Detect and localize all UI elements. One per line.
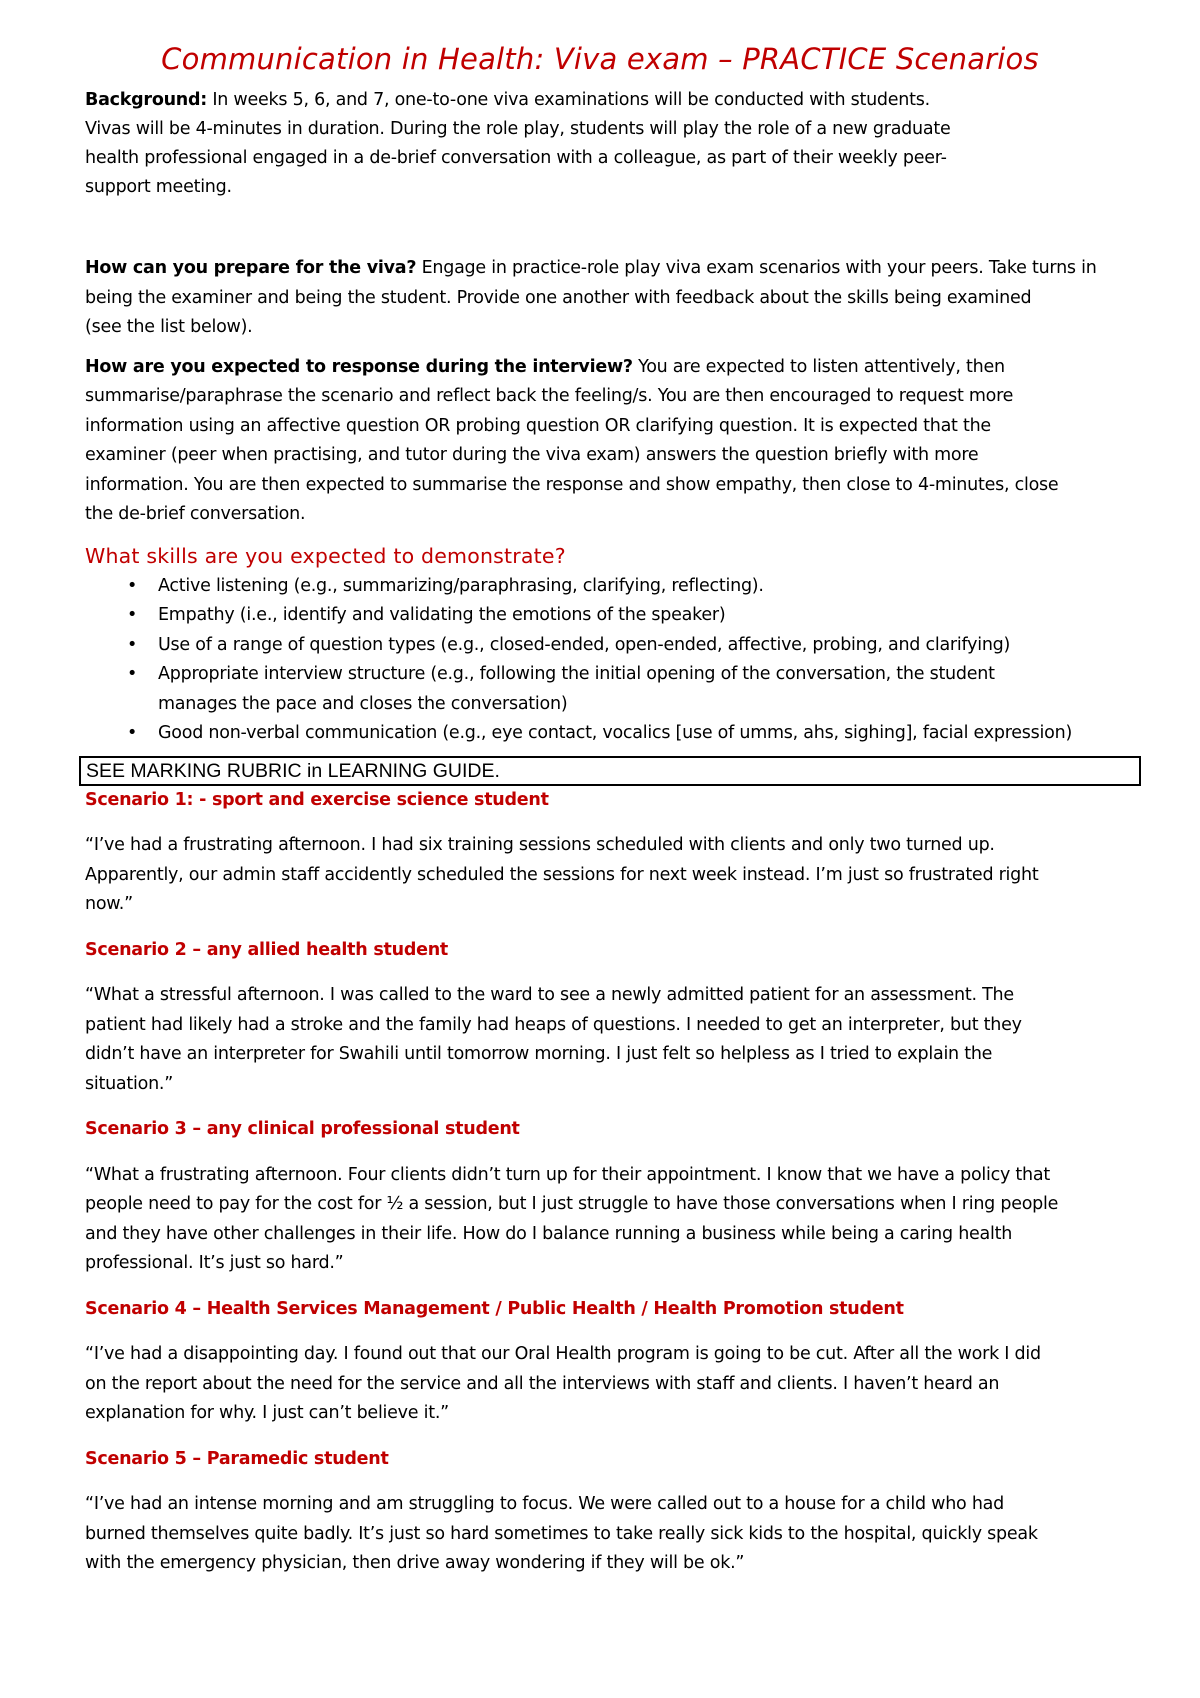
expected-line: information. You are then expected to summarise the response and show empathy, then close to 4-minutes, close [85,474,1059,495]
scenario-quote: “I’ve had a disappointing day. I found out that our Oral Health program is going to be cut. After all the work I did on the report about the need for the service and all the interviews with staff and clients. I haven’t heard an explanation for why. I just can’t believe it.” [85,1344,1041,1423]
scenario-heading: Scenario 5 – Paramedic student [85,1448,389,1469]
expected-question: How are you expected to response during the interview? [85,356,633,377]
bullet-icon: • [127,575,138,596]
scenario-heading: Scenario 3 – any clinical professional student [85,1119,520,1139]
scenario-heading: Scenario 2 – any allied health student [85,939,449,960]
skills-heading: What skills are you expected to demonstrate? [85,543,566,568]
scenario-3 [85,1115,1133,1279]
skill-item: • Use of a range of question types (e.g., closed-ended, open-ended, affective, probing, and clarifying) [85,631,1133,661]
scenario-heading: Scenario 4 – Health Services Management / Public Health / Health Promotion student [85,1298,904,1319]
scenario-quote: “What a stressful afternoon. I was called to the ward to see a newly admitted patient for an assessment. The patient had likely had a stroke and the family had heaps of questions. I needed to get an interpreter, but they didn’t have an interpreter for Swahili until tomorrow morning. I just felt so helpless as I tried to explain the situation.” [85,985,1022,1094]
skill-item: • Good non-verbal communication (e.g., eye contact, vocalics [use of umms, ahs, sighing], facial expression) [85,719,1133,749]
skill-item: • Active listening (e.g., summarizing/paraphrasing, clarifying, reflecting). [85,572,1133,602]
scenario-quote: “I’ve had an intense morning and am struggling to focus. We were called out to a house for a child who had burned themselves quite badly. It’s just so hard sometimes to take really sick kids to the hospital, quickly speak with the emergency physician, then drive away wondering if they will be ok.” [85,1494,1038,1573]
background-line: Background: In weeks 5, 6, and 7, one-to-one viva examinations will be conducted with students. [85,90,930,110]
bullet-icon: • [127,723,138,743]
skill-item: • Appropriate interview structure (e.g., following the initial opening of the conversation, the student manages the pace and closes the conversation) [85,660,1133,719]
marking-rubric-note: SEE MARKING RUBRIC in LEARNING GUIDE. [79,756,1141,786]
scenario-5 [85,1445,1133,1579]
background-line: support meeting. [85,177,232,197]
scenario-4 [85,1295,1133,1429]
scenario-quote: “I’ve had a frustrating afternoon. I had six training sessions scheduled with clients and only two turned up. Apparently, our admin staff accidently scheduled the sessions for next week instead. I’m just so frustrated right now.” [85,835,1039,914]
skill-item: • Empathy (i.e., identify and validating the emotions of the speaker) [85,601,1133,631]
prepare-line: being the examiner and being the student. Provide one another with feedback about the skills being examined [85,287,1032,308]
prepare-question: How can you prepare for the viva? [85,258,417,278]
expected-response-section [85,353,1133,530]
background-line: health professional engaged in a de-brief conversation with a colleague, as part of their weekly peer- [85,148,947,168]
expected-line: information using an affective question OR probing question OR clarifying question. It is expected that the [85,415,991,436]
prepare-line: How can you prepare for the viva? Engage in practice-role play viva exam scenarios with your peers. Take turns in [85,258,1097,278]
expected-line: the de-brief conversation. [85,504,306,524]
skills-list [85,572,1133,749]
background-label: Background: [85,90,208,110]
bullet-icon: • [127,634,138,655]
bullet-icon: • [127,664,138,684]
document-body [85,86,1133,1579]
prepare-section [85,254,1133,343]
background-line: Vivas will be 4-minutes in duration. During the role play, students will play the role of a new graduate [85,119,951,139]
scenario-1 [85,786,1133,920]
expected-line: examiner (peer when practising, and tutor during the viva exam) answers the question briefly with more [85,445,979,465]
scenario-heading: Scenario 1: - sport and exercise science student [85,789,549,810]
prepare-line: (see the list below). [85,317,253,337]
page-title: Communication in Health: Viva exam – PRACTICE Scenarios [161,42,1039,76]
bullet-icon: • [127,605,138,625]
expected-line: summarise/paraphrase the scenario and reflect back the feeling/s. You are then encouraged to request more [85,386,1014,406]
scenario-2 [85,936,1133,1100]
expected-line: How are you expected to response during the interview? You are expected to listen attentively, then [85,356,1005,377]
scenario-quote: “What a frustrating afternoon. Four clients didn’t turn up for their appointment. I know that we have a policy that people need to pay for the cost for ½ a session, but I just struggle to have those conversations when I ring people and they have other challenges in their life. How do I balance running a business while being a caring health professional. It’s just so hard.” [85,1164,1059,1273]
background-section [85,86,1133,202]
